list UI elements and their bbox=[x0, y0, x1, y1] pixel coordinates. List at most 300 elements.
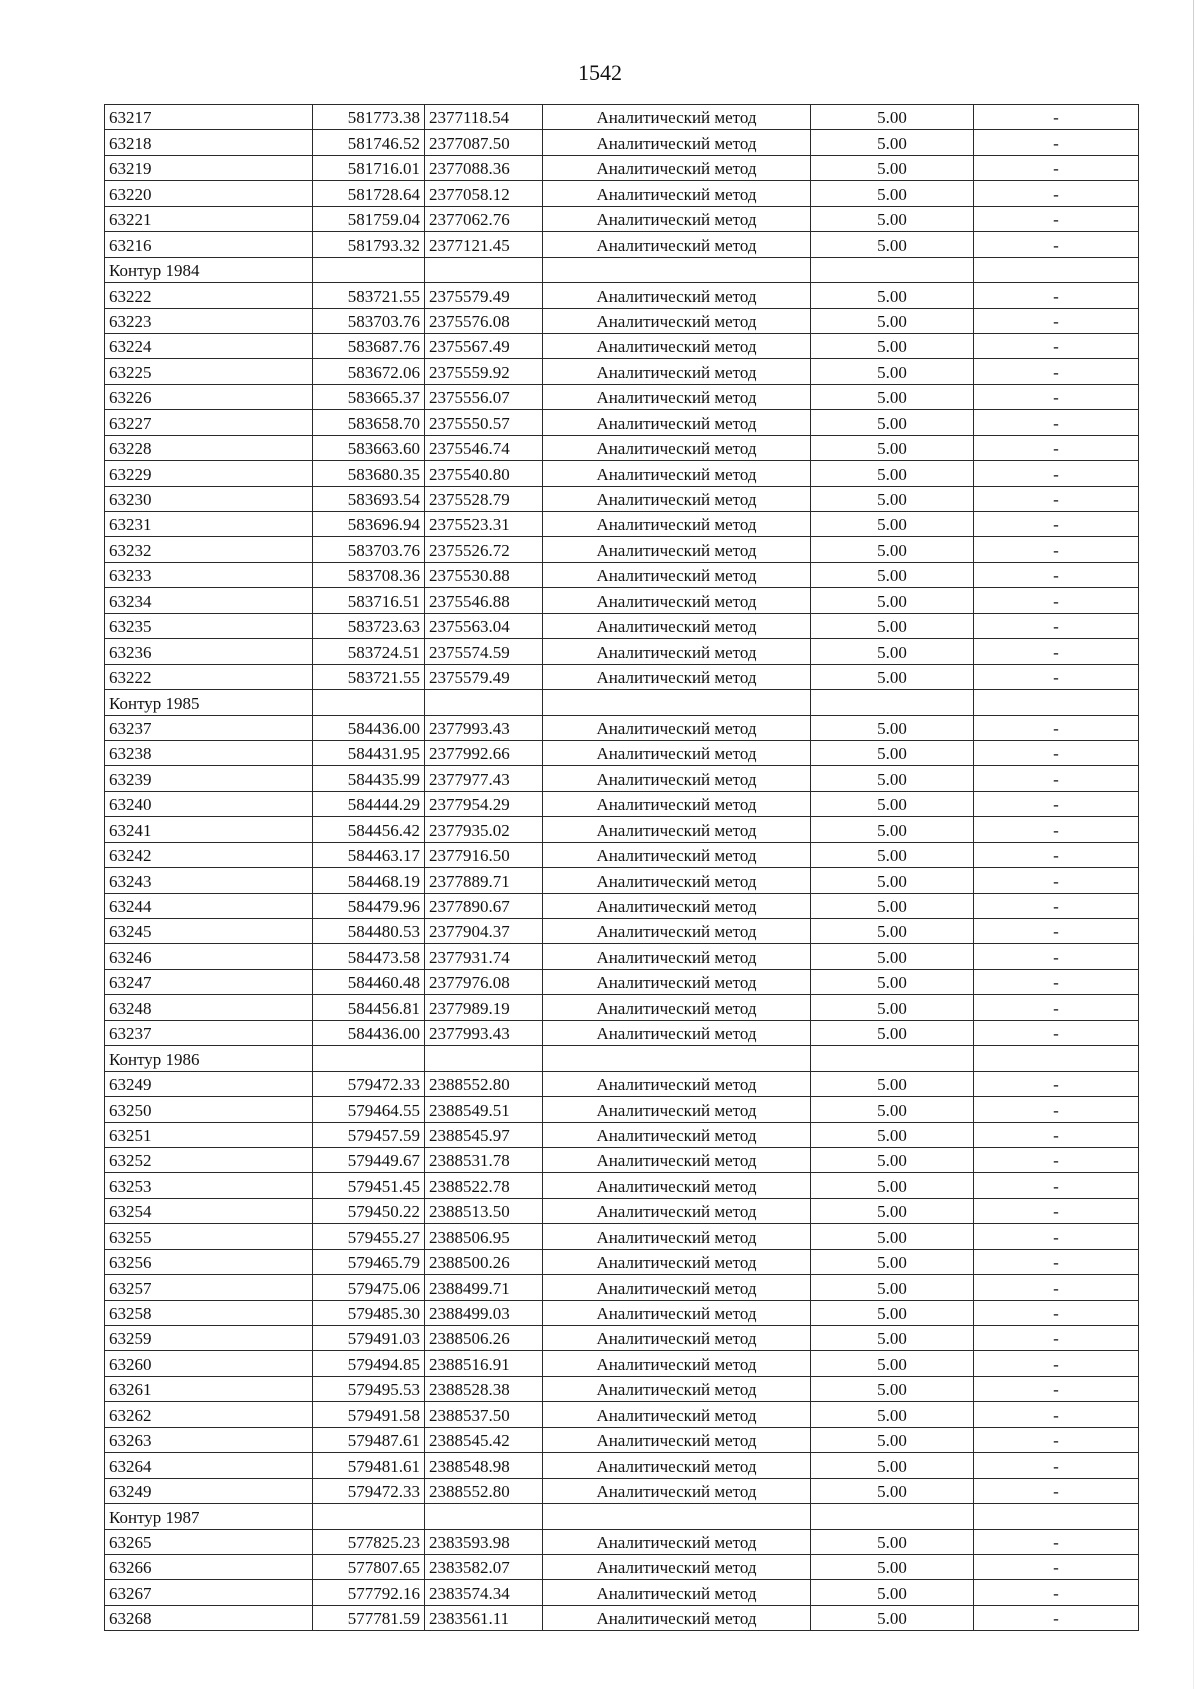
y-coordinate-cell: 2375530.88 bbox=[425, 562, 543, 587]
point-number-cell: 63246 bbox=[105, 944, 313, 969]
description-cell: - bbox=[974, 1351, 1139, 1376]
x-coordinate-cell: 584431.95 bbox=[313, 740, 425, 765]
x-coordinate-cell: 579464.55 bbox=[313, 1097, 425, 1122]
x-coordinate-cell: 584468.19 bbox=[313, 868, 425, 893]
point-number-cell: 63256 bbox=[105, 1249, 313, 1274]
point-number-cell: 63255 bbox=[105, 1224, 313, 1249]
point-number-cell: 63221 bbox=[105, 206, 313, 231]
accuracy-cell: 5.00 bbox=[811, 461, 974, 486]
description-cell: - bbox=[974, 1097, 1139, 1122]
description-cell: - bbox=[974, 740, 1139, 765]
description-cell: - bbox=[974, 1122, 1139, 1147]
description-cell: - bbox=[974, 944, 1139, 969]
point-number-cell: 63258 bbox=[105, 1300, 313, 1325]
table-row bbox=[105, 410, 1139, 435]
point-number-cell: 63223 bbox=[105, 308, 313, 333]
point-number-cell: 63267 bbox=[105, 1580, 313, 1605]
y-coordinate-cell: 2383561.11 bbox=[425, 1605, 543, 1630]
empty-cell bbox=[425, 1046, 543, 1071]
description-cell: - bbox=[974, 461, 1139, 486]
accuracy-cell: 5.00 bbox=[811, 995, 974, 1020]
x-coordinate-cell: 583723.63 bbox=[313, 613, 425, 638]
description-cell: - bbox=[974, 817, 1139, 842]
point-number-cell: 63243 bbox=[105, 868, 313, 893]
point-number-cell: 63235 bbox=[105, 613, 313, 638]
method-cell: Аналитический метод bbox=[543, 740, 811, 765]
method-cell: Аналитический метод bbox=[543, 1097, 811, 1122]
description-cell: - bbox=[974, 639, 1139, 664]
accuracy-cell: 5.00 bbox=[811, 664, 974, 689]
method-cell: Аналитический метод bbox=[543, 715, 811, 740]
contour-header-row bbox=[105, 1046, 1139, 1071]
empty-cell bbox=[543, 690, 811, 715]
table-row bbox=[105, 1402, 1139, 1427]
y-coordinate-cell: 2377121.45 bbox=[425, 232, 543, 257]
x-coordinate-cell: 583724.51 bbox=[313, 639, 425, 664]
accuracy-cell: 5.00 bbox=[811, 333, 974, 358]
point-number-cell: 63228 bbox=[105, 435, 313, 460]
description-cell: - bbox=[974, 232, 1139, 257]
description-cell: - bbox=[974, 333, 1139, 358]
accuracy-cell: 5.00 bbox=[811, 1605, 974, 1630]
description-cell: - bbox=[974, 1554, 1139, 1579]
point-number-cell: 63219 bbox=[105, 155, 313, 180]
description-cell: - bbox=[974, 1580, 1139, 1605]
x-coordinate-cell: 583716.51 bbox=[313, 588, 425, 613]
accuracy-cell: 5.00 bbox=[811, 613, 974, 638]
y-coordinate-cell: 2388531.78 bbox=[425, 1147, 543, 1172]
y-coordinate-cell: 2377087.50 bbox=[425, 130, 543, 155]
y-coordinate-cell: 2375563.04 bbox=[425, 613, 543, 638]
table-row bbox=[105, 995, 1139, 1020]
empty-cell bbox=[425, 257, 543, 282]
y-coordinate-cell: 2377889.71 bbox=[425, 868, 543, 893]
y-coordinate-cell: 2377088.36 bbox=[425, 155, 543, 180]
empty-cell bbox=[425, 1504, 543, 1529]
y-coordinate-cell: 2388506.26 bbox=[425, 1326, 543, 1351]
description-cell: - bbox=[974, 1427, 1139, 1452]
point-number-cell: 63236 bbox=[105, 639, 313, 664]
description-cell: - bbox=[974, 1020, 1139, 1045]
table-row bbox=[105, 562, 1139, 587]
accuracy-cell: 5.00 bbox=[811, 410, 974, 435]
method-cell: Аналитический метод bbox=[543, 1427, 811, 1452]
x-coordinate-cell: 583663.60 bbox=[313, 435, 425, 460]
accuracy-cell: 5.00 bbox=[811, 1097, 974, 1122]
description-cell: - bbox=[974, 791, 1139, 816]
accuracy-cell: 5.00 bbox=[811, 1376, 974, 1401]
accuracy-cell: 5.00 bbox=[811, 512, 974, 537]
empty-cell bbox=[543, 1504, 811, 1529]
accuracy-cell: 5.00 bbox=[811, 944, 974, 969]
y-coordinate-cell: 2388500.26 bbox=[425, 1249, 543, 1274]
empty-cell bbox=[811, 257, 974, 282]
table-row bbox=[105, 130, 1139, 155]
x-coordinate-cell: 584460.48 bbox=[313, 969, 425, 994]
x-coordinate-cell: 581793.32 bbox=[313, 232, 425, 257]
table-row bbox=[105, 1147, 1139, 1172]
point-number-cell: 63216 bbox=[105, 232, 313, 257]
description-cell: - bbox=[974, 130, 1139, 155]
x-coordinate-cell: 584444.29 bbox=[313, 791, 425, 816]
description-cell: - bbox=[974, 893, 1139, 918]
point-number-cell: 63222 bbox=[105, 283, 313, 308]
table-row bbox=[105, 155, 1139, 180]
accuracy-cell: 5.00 bbox=[811, 232, 974, 257]
description-cell: - bbox=[974, 359, 1139, 384]
accuracy-cell: 5.00 bbox=[811, 130, 974, 155]
method-cell: Аналитический метод bbox=[543, 206, 811, 231]
table-row bbox=[105, 817, 1139, 842]
accuracy-cell: 5.00 bbox=[811, 817, 974, 842]
y-coordinate-cell: 2377992.66 bbox=[425, 740, 543, 765]
point-number-cell: 63254 bbox=[105, 1198, 313, 1223]
table-row bbox=[105, 1453, 1139, 1478]
x-coordinate-cell: 583680.35 bbox=[313, 461, 425, 486]
y-coordinate-cell: 2388506.95 bbox=[425, 1224, 543, 1249]
point-number-cell: 63237 bbox=[105, 715, 313, 740]
table-row bbox=[105, 1122, 1139, 1147]
x-coordinate-cell: 579491.03 bbox=[313, 1326, 425, 1351]
table-row bbox=[105, 206, 1139, 231]
description-cell: - bbox=[974, 1326, 1139, 1351]
scan-edge-line bbox=[1193, 0, 1194, 1689]
point-number-cell: 63241 bbox=[105, 817, 313, 842]
point-number-cell: 63257 bbox=[105, 1275, 313, 1300]
y-coordinate-cell: 2377890.67 bbox=[425, 893, 543, 918]
description-cell: - bbox=[974, 1529, 1139, 1554]
point-number-cell: 63225 bbox=[105, 359, 313, 384]
point-number-cell: 63229 bbox=[105, 461, 313, 486]
table-row bbox=[105, 181, 1139, 206]
table-row bbox=[105, 1605, 1139, 1630]
method-cell: Аналитический метод bbox=[543, 1605, 811, 1630]
point-number-cell: 63249 bbox=[105, 1478, 313, 1503]
table-row bbox=[105, 359, 1139, 384]
x-coordinate-cell: 584435.99 bbox=[313, 766, 425, 791]
method-cell: Аналитический метод bbox=[543, 181, 811, 206]
page-number: 1542 bbox=[578, 60, 622, 85]
method-cell: Аналитический метод bbox=[543, 1326, 811, 1351]
description-cell: - bbox=[974, 206, 1139, 231]
x-coordinate-cell: 579494.85 bbox=[313, 1351, 425, 1376]
contour-label: Контур 1986 bbox=[105, 1046, 313, 1071]
accuracy-cell: 5.00 bbox=[811, 384, 974, 409]
x-coordinate-cell: 583693.54 bbox=[313, 486, 425, 511]
point-number-cell: 63252 bbox=[105, 1147, 313, 1172]
table-row bbox=[105, 613, 1139, 638]
method-cell: Аналитический метод bbox=[543, 1173, 811, 1198]
table-row bbox=[105, 333, 1139, 358]
x-coordinate-cell: 579449.67 bbox=[313, 1147, 425, 1172]
method-cell: Аналитический метод bbox=[543, 1122, 811, 1147]
accuracy-cell: 5.00 bbox=[811, 740, 974, 765]
method-cell: Аналитический метод bbox=[543, 1478, 811, 1503]
accuracy-cell: 5.00 bbox=[811, 1122, 974, 1147]
point-number-cell: 63266 bbox=[105, 1554, 313, 1579]
contour-header-row bbox=[105, 690, 1139, 715]
method-cell: Аналитический метод bbox=[543, 1402, 811, 1427]
y-coordinate-cell: 2375550.57 bbox=[425, 410, 543, 435]
contour-label: Контур 1985 bbox=[105, 690, 313, 715]
y-coordinate-cell: 2377058.12 bbox=[425, 181, 543, 206]
method-cell: Аналитический метод bbox=[543, 435, 811, 460]
method-cell: Аналитический метод bbox=[543, 384, 811, 409]
accuracy-cell: 5.00 bbox=[811, 639, 974, 664]
table-row bbox=[105, 232, 1139, 257]
x-coordinate-cell: 579475.06 bbox=[313, 1275, 425, 1300]
accuracy-cell: 5.00 bbox=[811, 588, 974, 613]
method-cell: Аналитический метод bbox=[543, 791, 811, 816]
method-cell: Аналитический метод bbox=[543, 232, 811, 257]
x-coordinate-cell: 579485.30 bbox=[313, 1300, 425, 1325]
table-row bbox=[105, 969, 1139, 994]
y-coordinate-cell: 2375574.59 bbox=[425, 639, 543, 664]
y-coordinate-cell: 2377954.29 bbox=[425, 791, 543, 816]
method-cell: Аналитический метод bbox=[543, 283, 811, 308]
y-coordinate-cell: 2377976.08 bbox=[425, 969, 543, 994]
accuracy-cell: 5.00 bbox=[811, 105, 974, 130]
description-cell: - bbox=[974, 410, 1139, 435]
y-coordinate-cell: 2383582.07 bbox=[425, 1554, 543, 1579]
method-cell: Аналитический метод bbox=[543, 359, 811, 384]
method-cell: Аналитический метод bbox=[543, 1453, 811, 1478]
method-cell: Аналитический метод bbox=[543, 1147, 811, 1172]
table-row bbox=[105, 486, 1139, 511]
point-number-cell: 63265 bbox=[105, 1529, 313, 1554]
empty-cell bbox=[313, 257, 425, 282]
method-cell: Аналитический метод bbox=[543, 512, 811, 537]
y-coordinate-cell: 2375579.49 bbox=[425, 664, 543, 689]
empty-cell bbox=[974, 1504, 1139, 1529]
point-number-cell: 63237 bbox=[105, 1020, 313, 1045]
method-cell: Аналитический метод bbox=[543, 817, 811, 842]
empty-cell bbox=[543, 1046, 811, 1071]
x-coordinate-cell: 583708.36 bbox=[313, 562, 425, 587]
point-number-cell: 63224 bbox=[105, 333, 313, 358]
x-coordinate-cell: 579457.59 bbox=[313, 1122, 425, 1147]
x-coordinate-cell: 581716.01 bbox=[313, 155, 425, 180]
point-number-cell: 63232 bbox=[105, 537, 313, 562]
x-coordinate-cell: 579481.61 bbox=[313, 1453, 425, 1478]
point-number-cell: 63259 bbox=[105, 1326, 313, 1351]
description-cell: - bbox=[974, 1376, 1139, 1401]
table-row bbox=[105, 639, 1139, 664]
table-row bbox=[105, 537, 1139, 562]
x-coordinate-cell: 577807.65 bbox=[313, 1554, 425, 1579]
empty-cell bbox=[974, 257, 1139, 282]
method-cell: Аналитический метод bbox=[543, 1198, 811, 1223]
accuracy-cell: 5.00 bbox=[811, 1580, 974, 1605]
description-cell: - bbox=[974, 512, 1139, 537]
y-coordinate-cell: 2377062.76 bbox=[425, 206, 543, 231]
description-cell: - bbox=[974, 1402, 1139, 1427]
point-number-cell: 63240 bbox=[105, 791, 313, 816]
accuracy-cell: 5.00 bbox=[811, 308, 974, 333]
method-cell: Аналитический метод bbox=[543, 1300, 811, 1325]
table-row bbox=[105, 868, 1139, 893]
table-row bbox=[105, 588, 1139, 613]
point-number-cell: 63230 bbox=[105, 486, 313, 511]
table-row bbox=[105, 715, 1139, 740]
x-coordinate-cell: 583703.76 bbox=[313, 308, 425, 333]
accuracy-cell: 5.00 bbox=[811, 1198, 974, 1223]
method-cell: Аналитический метод bbox=[543, 1224, 811, 1249]
accuracy-cell: 5.00 bbox=[811, 1300, 974, 1325]
x-coordinate-cell: 583721.55 bbox=[313, 664, 425, 689]
y-coordinate-cell: 2375559.92 bbox=[425, 359, 543, 384]
accuracy-cell: 5.00 bbox=[811, 486, 974, 511]
description-cell: - bbox=[974, 486, 1139, 511]
method-cell: Аналитический метод bbox=[543, 1580, 811, 1605]
y-coordinate-cell: 2377977.43 bbox=[425, 766, 543, 791]
table-row bbox=[105, 1071, 1139, 1096]
empty-cell bbox=[811, 1504, 974, 1529]
x-coordinate-cell: 584436.00 bbox=[313, 1020, 425, 1045]
accuracy-cell: 5.00 bbox=[811, 1351, 974, 1376]
x-coordinate-cell: 577825.23 bbox=[313, 1529, 425, 1554]
table-row bbox=[105, 512, 1139, 537]
point-number-cell: 63262 bbox=[105, 1402, 313, 1427]
method-cell: Аналитический метод bbox=[543, 1249, 811, 1274]
contour-label: Контур 1984 bbox=[105, 257, 313, 282]
x-coordinate-cell: 583658.70 bbox=[313, 410, 425, 435]
method-cell: Аналитический метод bbox=[543, 105, 811, 130]
point-number-cell: 63217 bbox=[105, 105, 313, 130]
method-cell: Аналитический метод bbox=[543, 1071, 811, 1096]
accuracy-cell: 5.00 bbox=[811, 181, 974, 206]
point-number-cell: 63227 bbox=[105, 410, 313, 435]
accuracy-cell: 5.00 bbox=[811, 283, 974, 308]
accuracy-cell: 5.00 bbox=[811, 1326, 974, 1351]
x-coordinate-cell: 583672.06 bbox=[313, 359, 425, 384]
point-number-cell: 63220 bbox=[105, 181, 313, 206]
y-coordinate-cell: 2388545.97 bbox=[425, 1122, 543, 1147]
table-row bbox=[105, 1554, 1139, 1579]
empty-cell bbox=[811, 1046, 974, 1071]
x-coordinate-cell: 579487.61 bbox=[313, 1427, 425, 1452]
x-coordinate-cell: 584436.00 bbox=[313, 715, 425, 740]
method-cell: Аналитический метод bbox=[543, 995, 811, 1020]
description-cell: - bbox=[974, 1453, 1139, 1478]
description-cell: - bbox=[974, 842, 1139, 867]
empty-cell bbox=[313, 1504, 425, 1529]
description-cell: - bbox=[974, 868, 1139, 893]
table-row bbox=[105, 1478, 1139, 1503]
description-cell: - bbox=[974, 1147, 1139, 1172]
y-coordinate-cell: 2377916.50 bbox=[425, 842, 543, 867]
x-coordinate-cell: 584479.96 bbox=[313, 893, 425, 918]
coordinates-table bbox=[104, 104, 1139, 1631]
y-coordinate-cell: 2388513.50 bbox=[425, 1198, 543, 1223]
y-coordinate-cell: 2388499.71 bbox=[425, 1275, 543, 1300]
accuracy-cell: 5.00 bbox=[811, 435, 974, 460]
method-cell: Аналитический метод bbox=[543, 613, 811, 638]
table-row bbox=[105, 1351, 1139, 1376]
x-coordinate-cell: 579451.45 bbox=[313, 1173, 425, 1198]
point-number-cell: 63234 bbox=[105, 588, 313, 613]
y-coordinate-cell: 2388499.03 bbox=[425, 1300, 543, 1325]
method-cell: Аналитический метод bbox=[543, 1554, 811, 1579]
method-cell: Аналитический метод bbox=[543, 1275, 811, 1300]
x-coordinate-cell: 583721.55 bbox=[313, 283, 425, 308]
point-number-cell: 63222 bbox=[105, 664, 313, 689]
y-coordinate-cell: 2375556.07 bbox=[425, 384, 543, 409]
x-coordinate-cell: 584456.81 bbox=[313, 995, 425, 1020]
method-cell: Аналитический метод bbox=[543, 664, 811, 689]
description-cell: - bbox=[974, 1249, 1139, 1274]
point-number-cell: 63218 bbox=[105, 130, 313, 155]
y-coordinate-cell: 2375546.74 bbox=[425, 435, 543, 460]
method-cell: Аналитический метод bbox=[543, 919, 811, 944]
method-cell: Аналитический метод bbox=[543, 461, 811, 486]
table-row bbox=[105, 1173, 1139, 1198]
table-row bbox=[105, 740, 1139, 765]
description-cell: - bbox=[974, 105, 1139, 130]
contour-header-row bbox=[105, 1504, 1139, 1529]
x-coordinate-cell: 583696.94 bbox=[313, 512, 425, 537]
description-cell: - bbox=[974, 1275, 1139, 1300]
accuracy-cell: 5.00 bbox=[811, 1453, 974, 1478]
accuracy-cell: 5.00 bbox=[811, 1478, 974, 1503]
x-coordinate-cell: 579455.27 bbox=[313, 1224, 425, 1249]
description-cell: - bbox=[974, 181, 1139, 206]
accuracy-cell: 5.00 bbox=[811, 842, 974, 867]
y-coordinate-cell: 2388549.51 bbox=[425, 1097, 543, 1122]
table-row bbox=[105, 919, 1139, 944]
y-coordinate-cell: 2375546.88 bbox=[425, 588, 543, 613]
point-number-cell: 63239 bbox=[105, 766, 313, 791]
y-coordinate-cell: 2375528.79 bbox=[425, 486, 543, 511]
point-number-cell: 63238 bbox=[105, 740, 313, 765]
table-row bbox=[105, 1376, 1139, 1401]
table-row bbox=[105, 283, 1139, 308]
accuracy-cell: 5.00 bbox=[811, 562, 974, 587]
y-coordinate-cell: 2388545.42 bbox=[425, 1427, 543, 1452]
point-number-cell: 63249 bbox=[105, 1071, 313, 1096]
y-coordinate-cell: 2388552.80 bbox=[425, 1071, 543, 1096]
table-row bbox=[105, 893, 1139, 918]
accuracy-cell: 5.00 bbox=[811, 1529, 974, 1554]
description-cell: - bbox=[974, 969, 1139, 994]
table-row bbox=[105, 1427, 1139, 1452]
table-row bbox=[105, 1097, 1139, 1122]
accuracy-cell: 5.00 bbox=[811, 1147, 974, 1172]
accuracy-cell: 5.00 bbox=[811, 1173, 974, 1198]
x-coordinate-cell: 583687.76 bbox=[313, 333, 425, 358]
y-coordinate-cell: 2377993.43 bbox=[425, 1020, 543, 1045]
x-coordinate-cell: 584473.58 bbox=[313, 944, 425, 969]
description-cell: - bbox=[974, 1605, 1139, 1630]
description-cell: - bbox=[974, 613, 1139, 638]
table-row bbox=[105, 1224, 1139, 1249]
method-cell: Аналитический метод bbox=[543, 1376, 811, 1401]
point-number-cell: 63261 bbox=[105, 1376, 313, 1401]
y-coordinate-cell: 2377989.19 bbox=[425, 995, 543, 1020]
accuracy-cell: 5.00 bbox=[811, 1071, 974, 1096]
table-row bbox=[105, 461, 1139, 486]
accuracy-cell: 5.00 bbox=[811, 791, 974, 816]
method-cell: Аналитический метод bbox=[543, 486, 811, 511]
description-cell: - bbox=[974, 715, 1139, 740]
description-cell: - bbox=[974, 1173, 1139, 1198]
y-coordinate-cell: 2377993.43 bbox=[425, 715, 543, 740]
y-coordinate-cell: 2377931.74 bbox=[425, 944, 543, 969]
table-row bbox=[105, 1275, 1139, 1300]
description-cell: - bbox=[974, 919, 1139, 944]
method-cell: Аналитический метод bbox=[543, 868, 811, 893]
method-cell: Аналитический метод bbox=[543, 842, 811, 867]
